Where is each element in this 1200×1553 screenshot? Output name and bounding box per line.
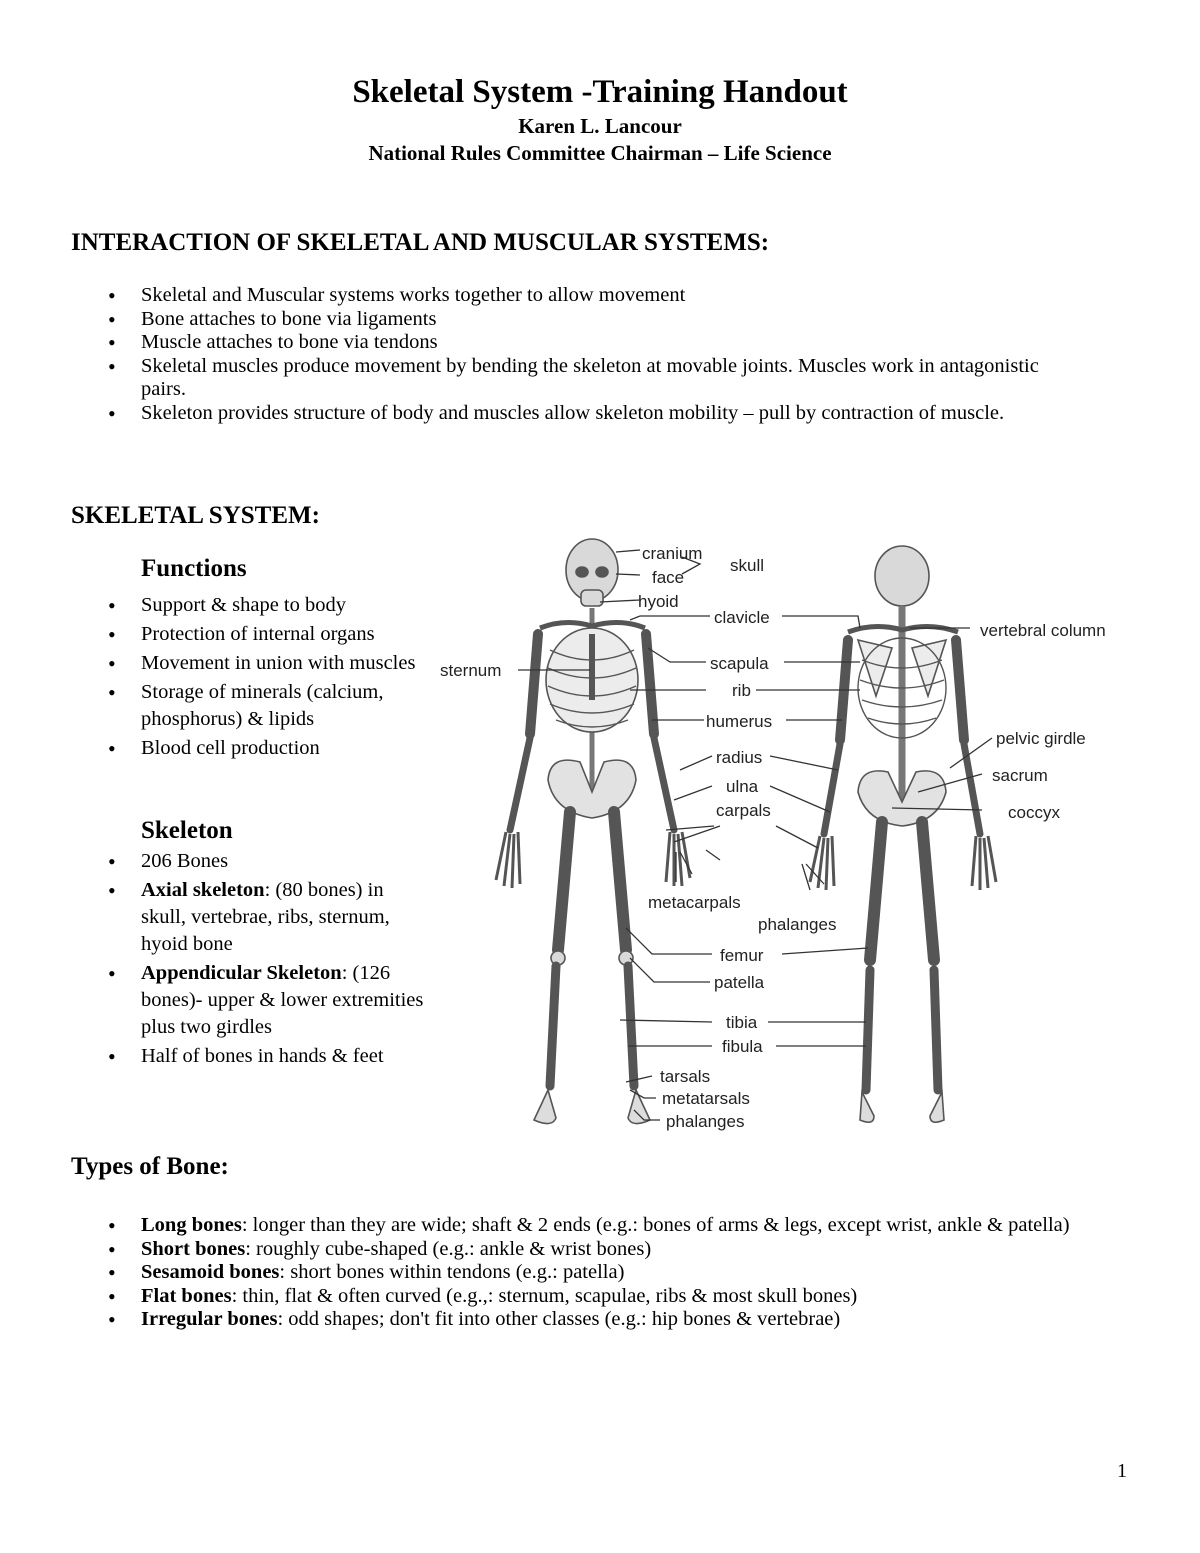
label-fibula: fibula: [722, 1037, 763, 1056]
author-name: Karen L. Lancour: [518, 114, 682, 138]
label-phalanges-foot: phalanges: [666, 1112, 745, 1131]
list-item: • Flat bones: thin, flat & often curved (e.g.,: sternum, scapulae, ribs & most skull bones): [71, 1285, 1121, 1309]
list-item: • Appendicular Skeleton: (126 bones)- upper & lower extremities plus two girdles: [71, 960, 431, 1041]
label-metatarsals: metatarsals: [662, 1089, 750, 1108]
list-item: • Muscle attaches to bone via tendons: [71, 331, 1071, 355]
list-item: • Irregular bones: odd shapes; don't fit into other classes (e.g.: hip bones & vertebrae): [71, 1308, 1121, 1332]
back-skeleton-illustration: [810, 546, 996, 1122]
front-skeleton-illustration: [496, 539, 690, 1124]
list-item: • Movement in union with muscles: [71, 650, 431, 677]
label-femur: femur: [720, 946, 764, 965]
label-scapula: scapula: [710, 654, 769, 673]
types-list: [71, 1214, 1121, 1332]
list-item: • Short bones: roughly cube-shaped (e.g.: ankle & wrist bones): [71, 1238, 1121, 1262]
skeletal-heading: SKELETAL SYSTEM:: [71, 502, 320, 529]
interaction-list: [71, 284, 1071, 425]
list-item: • Half of bones in hands & feet: [71, 1043, 431, 1070]
label-coccyx: coccyx: [1008, 803, 1060, 822]
label-radius: radius: [716, 748, 763, 767]
label-hyoid: hyoid: [638, 592, 679, 611]
label-metacarpals: metacarpals: [648, 893, 741, 912]
author-role: National Rules Committee Chairman – Life Science: [368, 141, 832, 165]
skeleton-heading: Skeleton: [141, 817, 233, 844]
label-pelvic-girdle: pelvic girdle: [996, 729, 1086, 748]
label-tarsals: tarsals: [660, 1067, 711, 1086]
list-item: • Skeletal and Muscular systems works together to allow movement: [71, 284, 1071, 308]
list-item: • Bone attaches to bone via ligaments: [71, 308, 1071, 332]
list-item: • Axial skeleton: (80 bones) in skull, vertebrae, ribs, sternum, hyoid bone: [71, 877, 431, 958]
list-item: • 206 Bones: [71, 848, 431, 875]
label-tibia: tibia: [726, 1013, 758, 1032]
functions-list: [71, 592, 431, 764]
label-sacrum: sacrum: [992, 766, 1048, 785]
page-title: Skeletal System -Training Handout: [352, 74, 848, 110]
list-item: • Sesamoid bones: short bones within tendons (e.g.: patella): [71, 1261, 1121, 1285]
label-sternum: sternum: [440, 661, 502, 680]
label-phalanges-hand: phalanges: [758, 915, 837, 934]
label-clavicle: clavicle: [714, 608, 770, 627]
label-skull: skull: [730, 556, 765, 575]
label-cranium: cranium: [642, 544, 703, 563]
list-item: • Skeleton provides structure of body and muscles allow skeleton mobility – pull by contraction of muscle.: [71, 402, 1071, 426]
label-humerus: humerus: [706, 712, 773, 731]
list-item: • Blood cell production: [71, 735, 431, 762]
functions-heading: Functions: [141, 555, 247, 582]
label-face: face: [652, 568, 685, 587]
types-heading: Types of Bone:: [71, 1153, 229, 1180]
label-rib: rib: [732, 681, 751, 700]
label-ulna: ulna: [726, 777, 759, 796]
list-item: • Storage of minerals (calcium, phosphorus) & lipids: [71, 679, 431, 733]
list-item: • Long bones: longer than they are wide; shaft & 2 ends (e.g.: bones of arms & legs, except wrist, ankle & patella): [71, 1214, 1121, 1238]
page-number: 1: [1117, 1460, 1127, 1482]
label-patella: patella: [714, 973, 765, 992]
list-item: • Skeletal muscles produce movement by bending the skeleton at movable joints. Muscles work in antagonistic pairs.: [71, 355, 1071, 402]
skeleton-diagram: [430, 530, 1150, 1140]
list-item: • Protection of internal organs: [71, 621, 431, 648]
label-vertebral-column: vertebral column: [980, 621, 1106, 640]
skeleton-list: [71, 848, 431, 1072]
list-item: • Support & shape to body: [71, 592, 431, 619]
interaction-heading: INTERACTION OF SKELETAL AND MUSCULAR SYSTEMS:: [71, 229, 770, 256]
label-carpals: carpals: [716, 801, 771, 820]
